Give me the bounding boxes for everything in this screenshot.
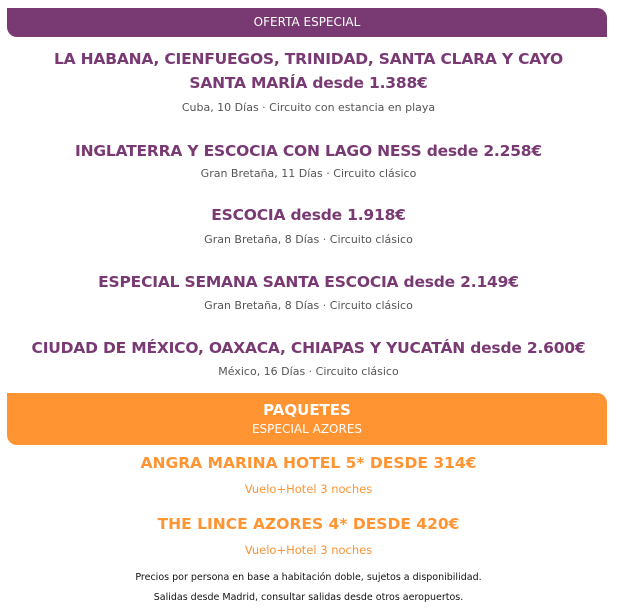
offer-banner: OFERTA ESPECIAL [7, 8, 607, 37]
package-subtitle: Vuelo+Hotel 3 noches [244, 482, 373, 496]
packages-banner [7, 393, 607, 445]
footnote: Precios por persona en base a habitación doble, sujetos a disponibilidad. [135, 572, 482, 583]
offer-subtitle: Gran Bretaña, 8 Días · Circuito clásico [204, 233, 413, 246]
footnote: Salidas desde Madrid, consultar salidas desde otros aeropuertos. [153, 592, 464, 603]
packages-subtitle: ESPECIAL AZORES [251, 422, 363, 436]
offer-title[interactable]: CIUDAD DE MÉXICO, OAXACA, CHIAPAS Y YUCATÁN desde 2.600€ [31, 339, 586, 357]
package-title[interactable]: THE LINCE AZORES 4* DESDE 420€ [157, 515, 460, 533]
offer-subtitle: Gran Bretaña, 8 Días · Circuito clásico [204, 299, 413, 312]
offer-subtitle: Cuba, 10 Días · Circuito con estancia en playa [181, 101, 436, 114]
offer-title[interactable]: SANTA MARÍA desde 1.388€ [189, 74, 428, 92]
package-title[interactable]: ANGRA MARINA HOTEL 5* DESDE 314€ [140, 454, 477, 472]
packages-title: PAQUETES [263, 401, 351, 419]
package-subtitle: Vuelo+Hotel 3 noches [244, 543, 373, 557]
offer-subtitle: México, 16 Días · Circuito clásico [218, 365, 399, 378]
offer-title[interactable]: LA HABANA, CIENFUEGOS, TRINIDAD, SANTA CLARA Y CAYO [53, 50, 564, 68]
offer-title[interactable]: ESCOCIA desde 1.918€ [211, 206, 406, 224]
offer-title[interactable]: INGLATERRA Y ESCOCIA CON LAGO NESS desde 2.258€ [75, 142, 542, 160]
offer-title[interactable]: ESPECIAL SEMANA SANTA ESCOCIA desde 2.149€ [98, 273, 519, 291]
offer-subtitle: Gran Bretaña, 11 Días · Circuito clásico [200, 167, 417, 180]
